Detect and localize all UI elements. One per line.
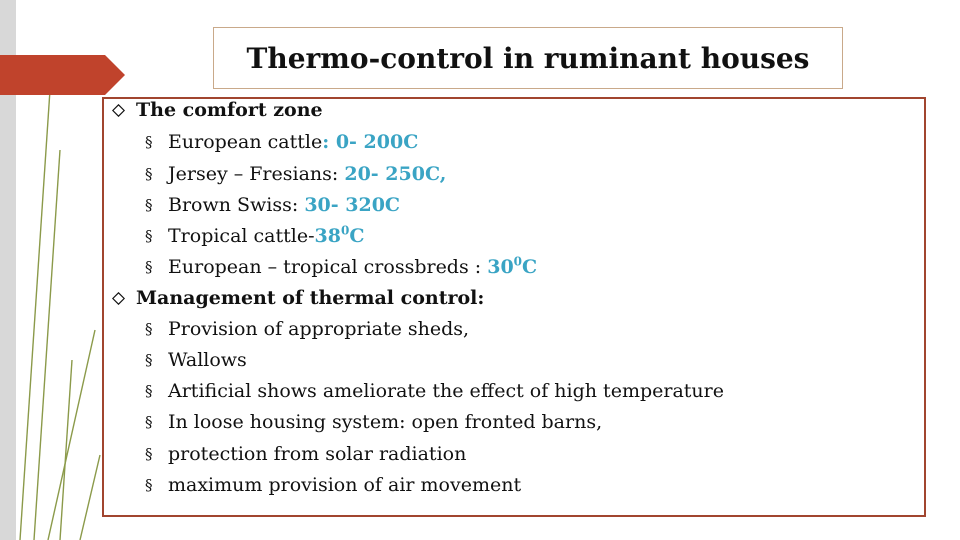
item-unit: C — [349, 225, 365, 247]
square-bullet-icon: § — [145, 227, 153, 245]
list-item — [168, 130, 418, 154]
item-separator: : — [322, 131, 330, 153]
square-bullet-icon: § — [145, 258, 153, 276]
item-value: 30 — [487, 256, 514, 278]
title-box — [213, 27, 843, 89]
diamond-outline-icon — [112, 98, 125, 122]
square-bullet-icon: § — [145, 351, 153, 369]
diamond-outline-icon — [112, 286, 125, 310]
item-label: Brown Swiss: — [168, 194, 305, 216]
list-item: protection from solar radiation — [168, 443, 467, 465]
section-heading-comfort-zone: The comfort zone — [136, 99, 323, 121]
decorative-stripes — [20, 60, 100, 540]
item-superscript: 0 — [340, 223, 350, 238]
square-bullet-icon: § — [145, 133, 153, 151]
item-label: Tropical cattle- — [168, 225, 315, 247]
list-item: Artificial shows ameliorate the effect of high temperature — [168, 380, 724, 402]
item-label: European cattle — [168, 131, 323, 153]
list-item — [168, 193, 400, 217]
list-item: Wallows — [168, 349, 247, 371]
square-bullet-icon: § — [145, 382, 153, 400]
item-unit: C — [522, 256, 538, 278]
item-value: 20- 250C, — [344, 163, 447, 185]
item-value: 0- 200C — [329, 131, 419, 153]
list-item — [168, 224, 364, 248]
item-value: 38 — [314, 225, 341, 247]
square-bullet-icon: § — [145, 445, 153, 463]
item-label: European – tropical crossbreds : — [168, 256, 488, 278]
title-tab — [0, 55, 125, 95]
item-value: 30- 320C — [304, 194, 401, 216]
section-heading-thermal-control: Management of thermal control: — [136, 287, 485, 309]
item-superscript: 0 — [513, 254, 523, 269]
list-item: maximum provision of air movement — [168, 474, 522, 496]
square-bullet-icon: § — [145, 165, 153, 183]
square-bullet-icon: § — [145, 413, 153, 431]
item-label: Jersey – Fresians: — [168, 163, 345, 185]
list-item — [168, 162, 446, 186]
list-item: Provision of appropriate sheds, — [168, 318, 470, 340]
slide-title: Thermo-control in ruminant houses — [246, 41, 810, 75]
list-item: In loose housing system: open fronted barns, — [168, 411, 603, 433]
list-item — [168, 255, 537, 279]
square-bullet-icon: § — [145, 320, 153, 338]
square-bullet-icon: § — [145, 476, 153, 494]
square-bullet-icon: § — [145, 196, 153, 214]
